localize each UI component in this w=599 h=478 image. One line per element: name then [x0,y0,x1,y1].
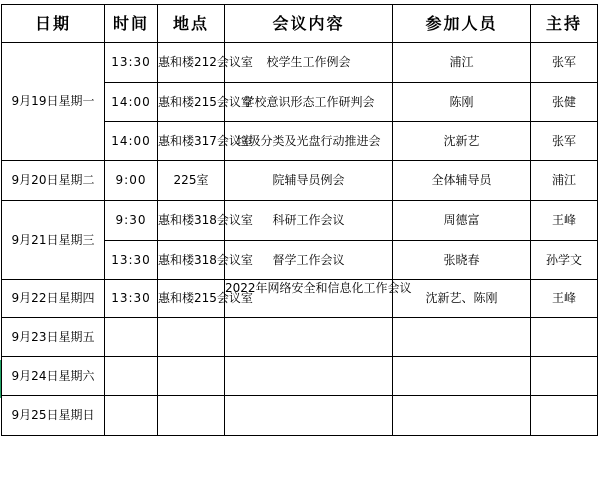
time-cell[interactable]: 13:30 [105,241,158,280]
time-cell[interactable]: 14:00 [105,83,158,122]
header-time[interactable]: 时间 [105,5,158,43]
meeting-schedule-table [1,4,598,436]
attendees-cell[interactable]: 周德富 [393,201,531,241]
header-date[interactable]: 日期 [2,5,105,43]
topic-cell[interactable]: 院辅导员例会 [225,161,393,201]
header-location[interactable]: 地点 [158,5,225,43]
location-cell[interactable]: 惠和楼212会议室 [158,43,225,83]
time-cell[interactable] [105,396,158,436]
location-cell[interactable] [158,357,225,396]
topic-cell[interactable]: 学校意识形态工作研判会 [225,83,393,122]
location-cell[interactable]: 惠和楼318会议室 [158,201,225,241]
table-row [2,201,598,241]
host-cell[interactable] [531,396,598,436]
attendees-cell[interactable] [393,396,531,436]
location-cell[interactable] [158,318,225,357]
time-cell[interactable]: 9:30 [105,201,158,241]
date-cell[interactable]: 9月20日星期二 [2,161,105,201]
date-cell[interactable]: 9月24日星期六 [2,357,105,396]
host-cell[interactable]: 张军 [531,122,598,161]
header-row [2,5,598,43]
time-cell[interactable]: 13:30 [105,43,158,83]
date-cell[interactable]: 9月25日星期日 [2,396,105,436]
host-cell[interactable]: 王峰 [531,280,598,318]
date-cell[interactable]: 9月23日星期五 [2,318,105,357]
location-cell[interactable]: 惠和楼215会议室 [158,83,225,122]
table-row [2,357,598,396]
location-cell[interactable] [158,396,225,436]
date-cell[interactable]: 9月22日星期四 [2,280,105,318]
date-cell[interactable]: 9月19日星期一 [2,43,105,161]
location-cell[interactable]: 惠和楼318会议室 [158,241,225,280]
location-cell[interactable]: 225室 [158,161,225,201]
attendees-cell[interactable]: 浦江 [393,43,531,83]
topic-cell[interactable] [225,318,393,357]
topic-cell[interactable]: 校学生工作例会 [225,43,393,83]
table-row [2,396,598,436]
host-cell[interactable]: 浦江 [531,161,598,201]
location-cell[interactable]: 惠和楼317会议室 [158,122,225,161]
attendees-cell[interactable]: 全体辅导员 [393,161,531,201]
attendees-cell[interactable]: 沈新艺、陈刚 [393,280,531,318]
header-topic[interactable]: 会议内容 [225,5,393,43]
topic-cell[interactable] [225,396,393,436]
attendees-cell[interactable]: 陈刚 [393,83,531,122]
host-cell[interactable]: 张健 [531,83,598,122]
host-cell[interactable] [531,357,598,396]
attendees-cell[interactable] [393,318,531,357]
topic-cell[interactable]: 2022年网络安全和信息化工作会议 [225,280,393,318]
table-row [2,318,598,357]
location-cell[interactable]: 惠和楼215会议室 [158,280,225,318]
attendees-cell[interactable] [393,357,531,396]
header-attendees[interactable]: 参加人员 [393,5,531,43]
host-cell[interactable]: 孙学文 [531,241,598,280]
time-cell[interactable]: 13:30 [105,280,158,318]
header-host[interactable]: 主持 [531,5,598,43]
topic-cell[interactable] [225,357,393,396]
host-cell[interactable]: 张军 [531,43,598,83]
time-cell[interactable]: 14:00 [105,122,158,161]
host-cell[interactable] [531,318,598,357]
date-cell[interactable]: 9月21日星期三 [2,201,105,280]
host-cell[interactable]: 王峰 [531,201,598,241]
topic-cell[interactable]: 督学工作会议 [225,241,393,280]
topic-cell[interactable]: 垃圾分类及光盘行动推进会 [225,122,393,161]
time-cell[interactable] [105,357,158,396]
table-row [2,161,598,201]
attendees-cell[interactable]: 张晓春 [393,241,531,280]
table-row [2,280,598,318]
attendees-cell[interactable]: 沈新艺 [393,122,531,161]
topic-cell[interactable]: 科研工作会议 [225,201,393,241]
time-cell[interactable]: 9:00 [105,161,158,201]
time-cell[interactable] [105,318,158,357]
table-row [2,43,598,83]
